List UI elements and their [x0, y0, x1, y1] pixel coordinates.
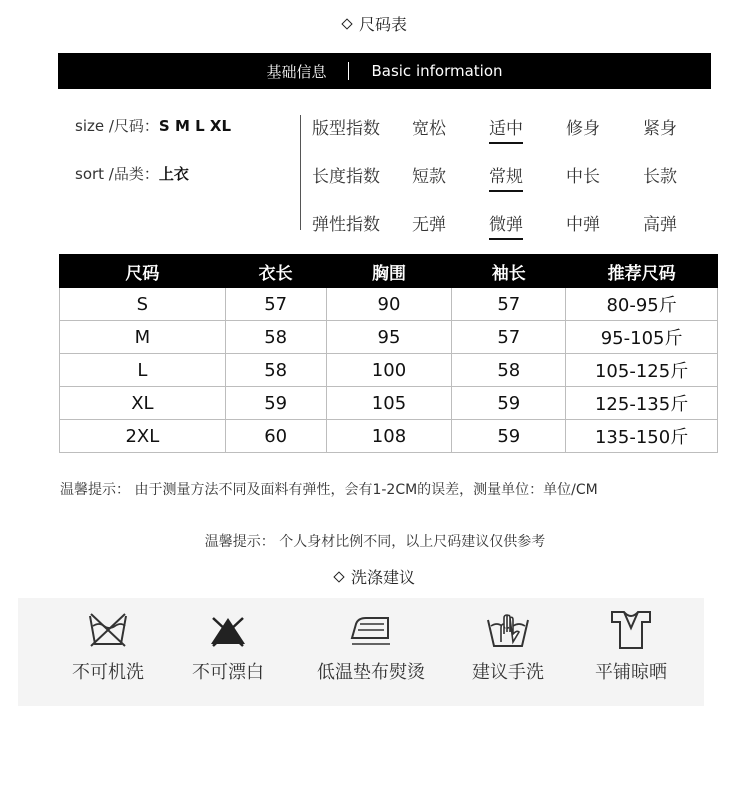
care-title — [0, 565, 750, 588]
table-cell: 105 — [326, 387, 452, 420]
header-recommended: 推荐尺码 — [566, 255, 718, 288]
table-row — [60, 354, 718, 387]
table-cell: 105-125斤 — [566, 354, 718, 387]
size-chart-title-text: 尺码表 — [358, 15, 407, 34]
table-cell: L — [60, 354, 226, 387]
no-machine-wash-icon — [85, 606, 131, 652]
length-index-row — [312, 162, 712, 192]
index-option: 长款 — [643, 167, 677, 187]
basic-info-banner — [58, 53, 711, 89]
care-item — [301, 598, 441, 684]
table-row — [60, 321, 718, 354]
sort-info — [75, 163, 189, 184]
table-cell: 58 — [452, 354, 566, 387]
index-label: 版型指数 — [312, 119, 380, 139]
table-cell: 59 — [225, 387, 326, 420]
index-option: 宽松 — [412, 119, 446, 139]
index-option: 修身 — [566, 119, 600, 139]
care-item — [566, 598, 696, 684]
table-row — [60, 420, 718, 453]
size-table — [59, 254, 718, 453]
table-cell: 90 — [326, 288, 452, 321]
table-cell: 57 — [225, 288, 326, 321]
table-cell: 125-135斤 — [566, 387, 718, 420]
size-label: size /尺码： — [75, 117, 159, 135]
table-row — [60, 288, 718, 321]
size-values: S M L XL — [158, 117, 231, 135]
index-option: 无弹 — [412, 215, 446, 235]
index-label: 弹性指数 — [312, 215, 380, 235]
table-cell: S — [60, 288, 226, 321]
fit-index-row — [312, 114, 712, 144]
care-label: 不可机洗 — [72, 662, 144, 683]
index-option-selected: 微弹 — [489, 210, 523, 240]
table-cell: 80-95斤 — [566, 288, 718, 321]
flat-dry-icon — [608, 606, 654, 652]
table-cell: 95-105斤 — [566, 321, 718, 354]
table-cell: 57 — [452, 288, 566, 321]
banner-right-label: Basic information — [371, 62, 503, 80]
table-cell: 58 — [225, 321, 326, 354]
sort-label: sort /品类： — [75, 165, 159, 183]
index-option-selected: 适中 — [489, 114, 523, 144]
sort-value: 上衣 — [158, 165, 189, 183]
header-size: 尺码 — [60, 255, 226, 288]
table-cell: M — [60, 321, 226, 354]
table-cell: 108 — [326, 420, 452, 453]
index-option: 紧身 — [643, 119, 677, 139]
table-cell: XL — [60, 387, 226, 420]
diamond-icon — [341, 18, 352, 29]
elasticity-index-row — [312, 210, 712, 240]
care-label: 不可漂白 — [192, 662, 264, 683]
index-label: 长度指数 — [312, 167, 380, 187]
table-row — [60, 387, 718, 420]
header-length: 衣长 — [225, 255, 326, 288]
table-cell: 135-150斤 — [566, 420, 718, 453]
size-chart-title — [0, 12, 750, 35]
index-option: 短款 — [412, 167, 446, 187]
care-item — [43, 598, 173, 684]
size-info — [75, 115, 231, 136]
info-divider — [300, 115, 301, 230]
care-item — [443, 598, 573, 684]
table-cell: 59 — [452, 387, 566, 420]
care-label: 低温垫布熨烫 — [317, 662, 425, 683]
banner-left-label: 基础信息 — [266, 62, 327, 81]
table-cell: 59 — [452, 420, 566, 453]
fit-note: 温馨提示： 个人身材比例不同，以上尺码建议仅供参考 — [204, 534, 546, 550]
care-label: 建议手洗 — [472, 662, 544, 683]
low-temp-iron-icon — [348, 606, 394, 652]
index-option: 中长 — [566, 167, 600, 187]
table-cell: 2XL — [60, 420, 226, 453]
care-label: 平铺晾晒 — [595, 662, 667, 683]
measurement-note: 温馨提示： 由于测量方法不同及面料有弹性，会有1-2CM的误差，测量单位：单位/CM — [60, 482, 598, 498]
hand-wash-icon — [485, 606, 531, 652]
index-option: 中弹 — [566, 215, 600, 235]
index-option-selected: 常规 — [489, 162, 523, 192]
banner-divider — [348, 62, 349, 80]
care-icons-panel — [18, 598, 704, 706]
table-cell: 58 — [225, 354, 326, 387]
table-cell: 95 — [326, 321, 452, 354]
header-sleeve: 袖长 — [452, 255, 566, 288]
index-option: 高弹 — [643, 215, 677, 235]
no-bleach-icon — [205, 606, 251, 652]
table-cell: 100 — [326, 354, 452, 387]
header-chest: 胸围 — [326, 255, 452, 288]
table-cell: 60 — [225, 420, 326, 453]
diamond-icon — [333, 571, 344, 582]
care-item — [163, 598, 293, 684]
table-cell: 57 — [452, 321, 566, 354]
table-header-row — [60, 255, 718, 288]
care-title-text: 洗涤建议 — [350, 568, 415, 587]
